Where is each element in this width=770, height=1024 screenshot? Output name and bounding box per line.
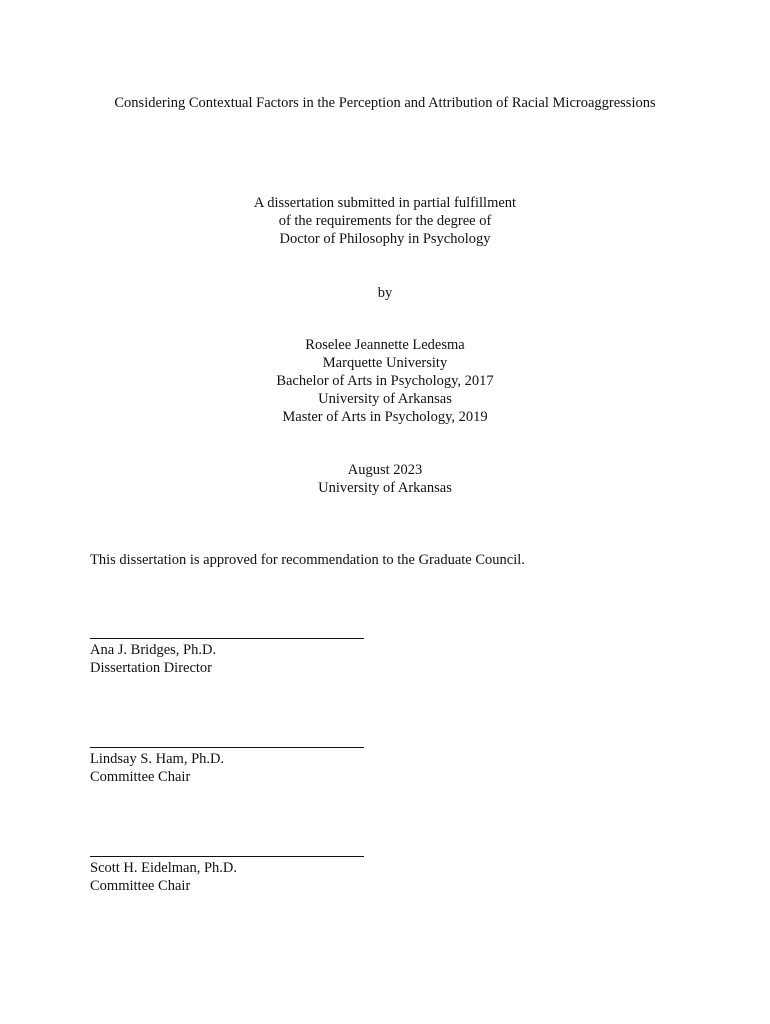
by-label — [0, 284, 770, 302]
institution-name: University of Arkansas — [318, 480, 452, 496]
author-block — [0, 336, 770, 426]
signatory-block — [90, 859, 237, 895]
author-name: Roselee Jeannette Ledesma — [305, 337, 465, 353]
signatory-role: Committee Chair — [90, 878, 191, 894]
author-degree-line: Marquette University — [322, 355, 448, 371]
title-text: Considering Contextual Factors in the Perception and Attribution of Racial Microaggressions — [114, 95, 656, 111]
signatory-name: Ana J. Bridges, Ph.D. — [90, 642, 217, 658]
signatory-block — [90, 750, 224, 786]
author-degree-line: Bachelor of Arts in Psychology, 2017 — [276, 373, 494, 389]
dissertation-title — [0, 94, 770, 112]
signature-line — [90, 856, 364, 857]
submission-line: Doctor of Philosophy in Psychology — [279, 231, 491, 247]
signatory-block — [90, 641, 216, 677]
date-institution-block — [0, 461, 770, 497]
submission-line: of the requirements for the degree of — [278, 213, 492, 229]
author-degree-line: University of Arkansas — [318, 391, 452, 407]
signatory-name: Scott H. Eidelman, Ph.D. — [90, 860, 238, 876]
submission-line: A dissertation submitted in partial fulfillment — [253, 195, 517, 211]
submission-statement — [0, 194, 770, 248]
submission-date: August 2023 — [347, 462, 423, 478]
signatory-role: Dissertation Director — [90, 660, 213, 676]
approval-text: This dissertation is approved for recommendation to the Graduate Council. — [90, 552, 525, 568]
author-degree-line: Master of Arts in Psychology, 2019 — [282, 409, 488, 425]
signatory-name: Lindsay S. Ham, Ph.D. — [90, 751, 225, 767]
signature-line — [90, 747, 364, 748]
by-text: by — [377, 285, 393, 301]
signatory-role: Committee Chair — [90, 769, 191, 785]
approval-statement — [90, 551, 525, 569]
signature-line — [90, 638, 364, 639]
